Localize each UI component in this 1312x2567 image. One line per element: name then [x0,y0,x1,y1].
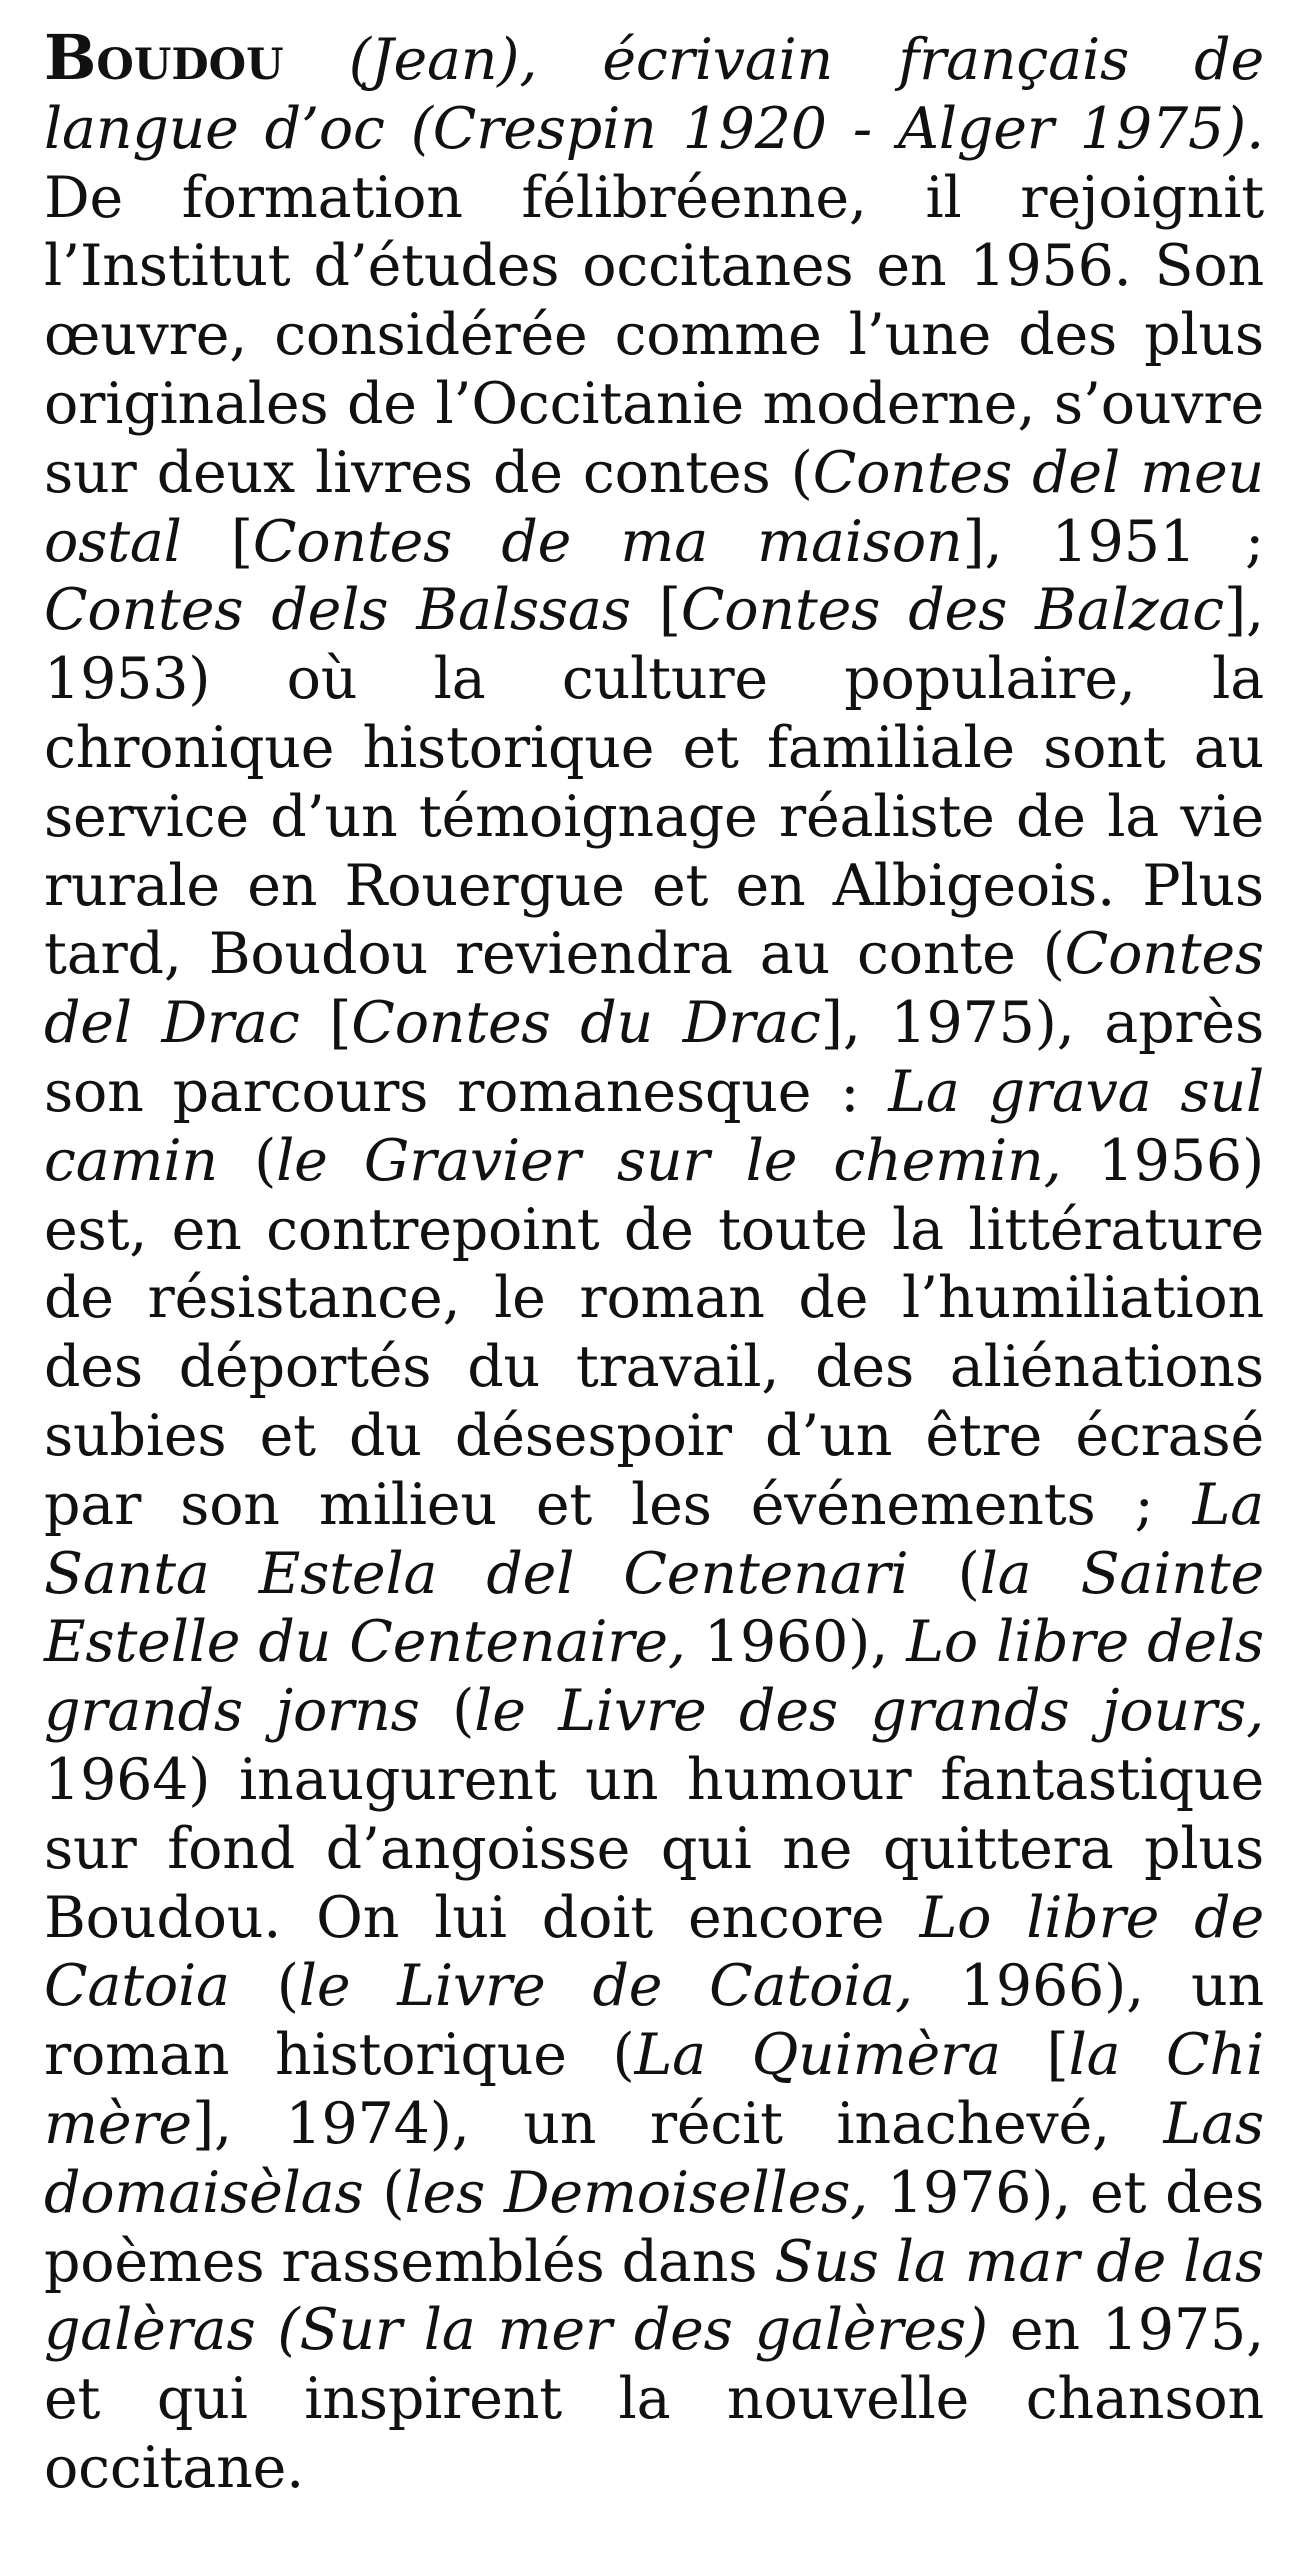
text-segment: ( [229,1953,299,2020]
italic-text-segment: Contes dels Balssas [44,577,631,644]
text-segment: [ [299,990,352,1057]
italic-text-segment: le Livre de Catoia, [298,1953,913,2020]
text-segment: 1976), et des poèmes rassemblés dans [44,2159,1264,2295]
italic-text-segment: La Santa Estela del Centenari [44,1471,1264,1607]
text-segment: ( [908,1540,980,1607]
italic-text-segment: Lo libre de Catoia [44,1884,1264,2020]
text-segment: [ [1000,2022,1069,2089]
italic-text-segment: la Sainte Estelle du Centenaire, [44,1540,1264,1676]
italic-text-segment: la Chi mère [44,2022,1264,2157]
text-segment: 1966), un roman historique ( [44,1953,1264,2089]
text-segment: 1960), [685,1609,907,1676]
text-segment: ( [419,1678,475,1745]
italic-text-segment: les Demoiselles, [404,2159,869,2226]
italic-text-segment: Sus la mar de las galèras (Sur la mer des galères) [44,2228,1265,2364]
text-segment: ( [217,1127,277,1194]
text-segment: ( [363,2159,405,2226]
text-segment: ], 1975), après son parcours romanesque : [44,990,1264,1125]
entry-headword: Boudou [44,21,284,94]
italic-text-segment: Contes des Balzac [680,577,1225,644]
text-segment: ], 1974), un récit inachevé, [191,2090,1164,2157]
text-segment: [ [630,577,681,644]
text-segment: en 1975, et qui inspirent la nouvelle chanson occitane. [44,2297,1264,2501]
text-segment: ], 1951 ; [962,508,1264,575]
text-segment: 1964) inaugurent un humour fantastique sur fond d’angoisse qui ne quittera plus Boudou. On lui doit encore [44,1746,1264,1951]
italic-text-segment: Contes del Drac [44,921,1264,1057]
text-segment: De formation félibréenne, il rejoignit l’Institut d’études occitanes en 1956. Son œuvre, considérée comme l’une des plus originales de l’Occitanie moderne, s’ouvre sur deux livres de contes ( [44,164,1264,506]
encyclopedia-entry [44,21,1265,2503]
text-segment: [ [181,508,253,575]
italic-text-segment: (Jean), écrivain français de langue d’oc (Crespin 1920 - Alger 1975). [44,27,1264,162]
text-segment: 1956) est, en contrepoint de toute la littérature de résistance, le roman de l’humiliation des déportés du travail, des aliénations subies et du désespoir d’un être écrasé par son milieu et les événements ; [44,1127,1264,1538]
text-segment: ], 1953) où la culture populaire, la chronique historique et familiale sont au service d’un témoignage réaliste de la vie rurale en Rouergue et en Albigeois. Plus tard, Boudou reviendra au conte ( [44,577,1264,988]
italic-text-segment: le Livre des grands jours, [474,1678,1264,1745]
italic-text-segment: Lo libre dels grands jorns [44,1609,1264,1745]
italic-text-segment: Contes du Drac [351,990,821,1057]
italic-text-segment: Contes de ma maison [252,508,963,575]
italic-text-segment: Las domaisèlas [44,2090,1264,2226]
italic-text-segment: La Quimèra [634,2022,1001,2089]
italic-text-segment: La grava sul camin [44,1058,1264,1194]
italic-text-segment: le Gravier sur le chemin, [276,1127,1062,1194]
italic-text-segment: Contes del meu ostal [44,439,1264,575]
